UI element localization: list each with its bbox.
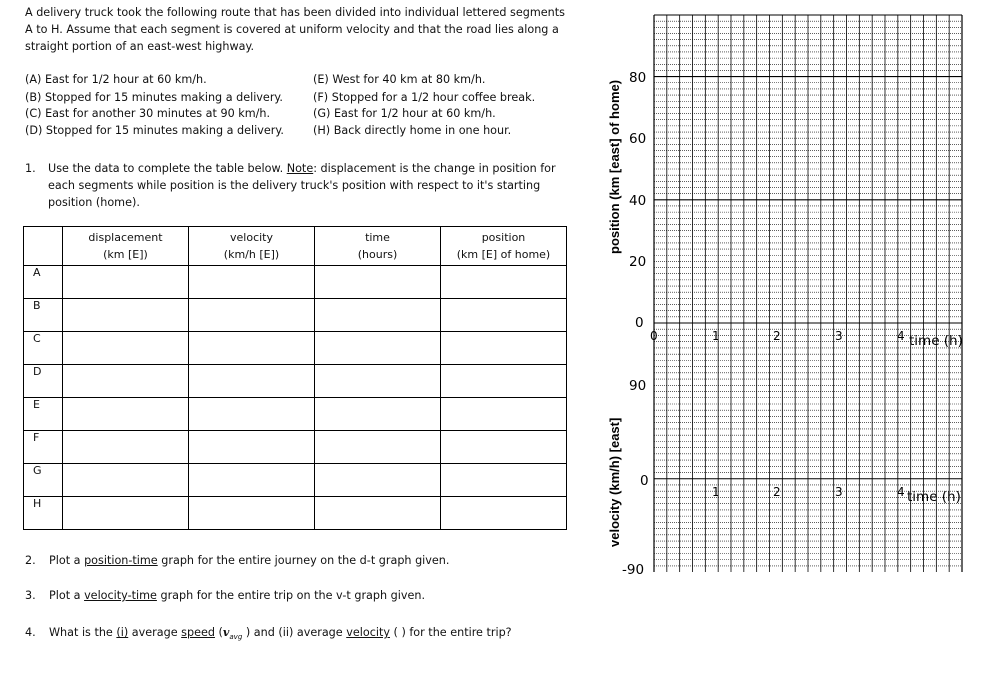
vt-xtick: 2 (773, 485, 781, 499)
question-1-text: Use the data to complete the table below. (48, 162, 287, 175)
dt-ytick: 60 (629, 131, 647, 147)
vt-ytick: 90 (629, 378, 647, 394)
header-displacement: displacement (km [E]) (63, 227, 189, 266)
header-time: time (hours) (315, 227, 441, 266)
row-label: C (24, 332, 63, 365)
header-velocity: velocity (km/h [E]) (189, 227, 315, 266)
vt-ytick: 0 (640, 473, 649, 489)
vt-grid[interactable] (654, 323, 962, 572)
row-label: F (24, 431, 63, 464)
question-4: 4. What is the (i) average speed ($v_{avg}$ ) and (ii) average velocity ( ) for the entire trip? (25, 625, 512, 642)
row-label: D (24, 365, 63, 398)
vt-xtick: 4 (897, 485, 905, 499)
segment-g: (G) East for 1/2 hour at 60 km/h. (313, 107, 496, 120)
question-3: 3. Plot a velocity-time graph for the entire trip on the v-t graph given. (25, 589, 426, 602)
row-label: A (24, 266, 63, 299)
row-label: E (24, 398, 63, 431)
segment-e: (E) West for 40 km at 80 km/h. (313, 73, 486, 86)
row-label: H (24, 497, 63, 530)
dt-ytick: 40 (629, 193, 647, 209)
dt-yticks (629, 70, 646, 331)
dt-grid[interactable] (654, 15, 962, 323)
dt-xlabel: time (h) (909, 333, 963, 349)
segment-f: (F) Stopped for a 1/2 hour coffee break. (313, 91, 536, 104)
segment-b: (B) Stopped for 15 minutes making a delivery. (25, 91, 283, 104)
question-2: 2. Plot a position-time graph for the entire journey on the d-t graph given. (25, 554, 450, 567)
dt-xtick: 3 (835, 329, 843, 343)
dt-ytick: 0 (635, 315, 644, 331)
vt-xtick: 3 (835, 485, 843, 499)
dt-xtick: 1 (712, 329, 720, 343)
segment-h: (H) Back directly home in one hour. (313, 124, 512, 137)
dt-xtick: 4 (897, 329, 905, 343)
vt-xlabel: time (h) (907, 489, 961, 505)
question-1-note-text: : displacement is the change in position for each segments while position is the delivery truck's position with respect to it's starting position (home). (48, 162, 556, 209)
position-time-link: position-time (84, 554, 158, 567)
note-label: Note (286, 162, 314, 175)
dt-xtick: 2 (773, 329, 781, 343)
intro-paragraph: A delivery truck took the following route that has been divided into individual lettered segments A to H. Assume that each segment is covered at uniform velocity and that the road lies along a straight portion of an east-west highway. (25, 6, 565, 53)
dt-ylabel: position (km [east] of home) (607, 79, 622, 254)
dt-ytick: 20 (629, 254, 647, 270)
dt-xtick: 0 (650, 329, 658, 343)
row-label: B (24, 299, 63, 332)
vt-ylabel: velocity (km/h) [east] (607, 417, 622, 547)
velocity-time-link: velocity-time (84, 589, 157, 602)
vt-ytick: -90 (622, 562, 645, 578)
segment-d: (D) Stopped for 15 minutes making a delivery. (25, 124, 284, 137)
dt-ytick: 80 (629, 70, 647, 86)
dt-xticks (650, 329, 963, 349)
row-label: G (24, 464, 63, 497)
question-1-number: 1. (25, 162, 36, 175)
vt-xtick: 1 (712, 485, 720, 499)
vt-yticks (622, 378, 649, 578)
header-position: position (km [E] of home) (441, 227, 567, 266)
segment-c: (C) East for another 30 minutes at 90 km/h. (25, 107, 271, 120)
segment-a: (A) East for 1/2 hour at 60 km/h. (25, 73, 207, 86)
